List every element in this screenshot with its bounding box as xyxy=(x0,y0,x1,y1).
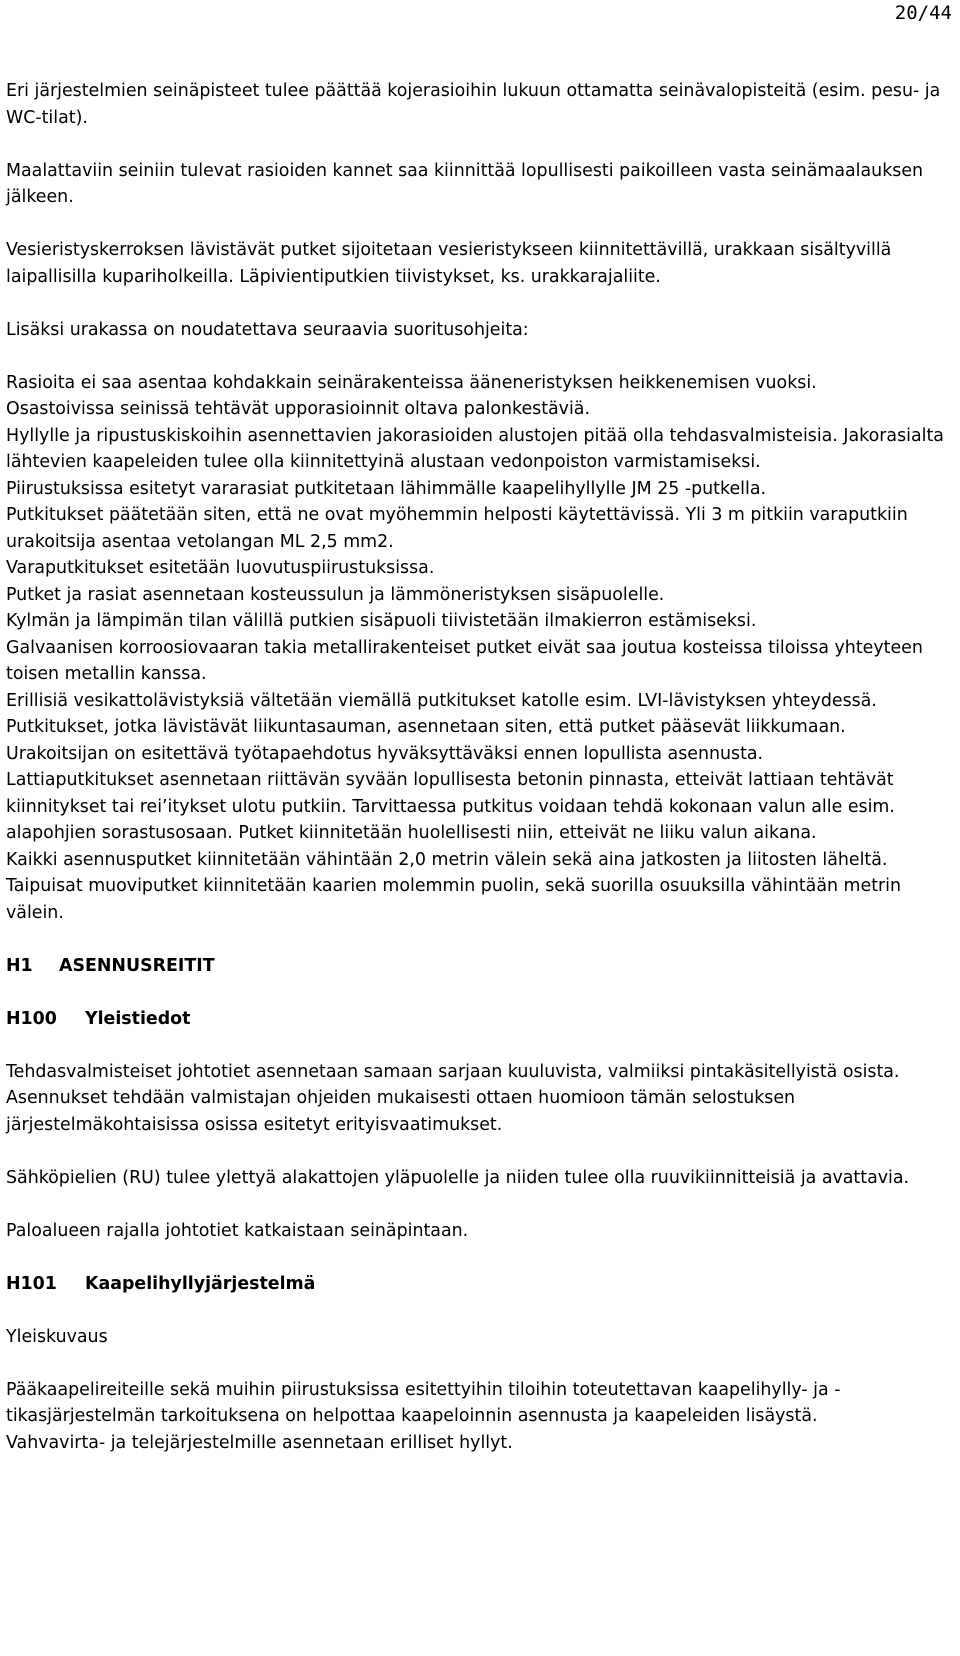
instruction-item: Erillisiä vesikattolävistyksiä vältetään viemällä putkitukset katolle esim. LVI-lävistyksen yhteydessä. xyxy=(6,690,877,711)
instruction-item: Putket ja rasiat asennetaan kosteussulun ja lämmöneristyksen sisäpuolelle. xyxy=(6,584,665,605)
paragraph: Sähköpielien (RU) tulee ylettyä alakattojen yläpuolelle ja niiden tulee olla ruuvikiinnitteisiä ja avattavia. xyxy=(6,1167,910,1188)
section-heading-h1 xyxy=(6,953,951,980)
instruction-item: Galvaanisen korroosiovaaran takia metallirakenteiset putket eivät saa joutua kosteissa tiloissa yhteyteen toisen metallin kanssa. xyxy=(6,637,923,684)
instruction-item: Varaputkitukset esitetään luovutuspiirustuksissa. xyxy=(6,558,435,578)
instruction-list xyxy=(6,370,951,927)
paragraph: Vahvavirta- ja telejärjestelmille asennetaan erilliset hyllyt. xyxy=(6,1432,513,1453)
section-code: H1 xyxy=(6,955,33,976)
paragraph: Eri järjestelmien seinäpisteet tulee päättää kojerasioihin lukuun ottamatta seinävalopisteitä (esim. pesu- ja WC-tilat). xyxy=(6,81,941,128)
instruction-item: Kylmän ja lämpimän tilan välillä putkien sisäpuoli tiivistetään ilmakierron estämiseksi. xyxy=(6,611,757,631)
section-code: H101 xyxy=(6,1273,57,1294)
instruction-item: Taipuisat muoviputket kiinnitetään kaarien molemmin puolin, sekä suorilla osuuksilla vähintään metrin välein. xyxy=(6,876,902,923)
instruction-item: Hyllylle ja ripustuskiskoihin asennettavien jakorasioiden alustojen pitää olla tehdasvalmisteisia. Jakorasialta lähtevien kaapeleiden tulee olla kiinnitettyinä alustaan vedonpoiston varmistamiseksi. xyxy=(6,425,944,472)
instruction-item: Putkitukset, jotka lävistävät liikuntasauman, asennetaan siten, että putket pääsevät liikkumaan. Urakoitsijan on esitettävä työtapaehdotus hyväksyttäväksi ennen lopullista asennusta. xyxy=(6,717,846,764)
section-code: H100 xyxy=(6,1008,57,1029)
instruction-item: Osastoivissa seinissä tehtävät upporasioinnit oltava palonkestäviä. xyxy=(6,399,590,419)
instruction-item: Piirustuksissa esitetyt vararasiat putkitetaan lähimmälle kaapelihyllylle JM 25 -putkella. xyxy=(6,478,766,499)
section-title: Yleistiedot xyxy=(85,1008,191,1029)
section-title: ASENNUSREITIT xyxy=(59,955,215,976)
instruction-item: Lattiaputkitukset asennetaan riittävän syvään lopullisesta betonin pinnasta, etteivät lattiaan tehtävät kiinnitykset tai rei’itykset ulotu putkiin. Tarvittaessa putkitus voidaan tehdä kokonaan valun alle esim. alapohjien sorastusosaan. Putket kiinnitetään huolellisesti niin, etteivät ne liiku valun aikana. xyxy=(6,770,895,843)
instruction-item: Kaikki asennusputket kiinnitetään vähintään 2,0 metrin välein sekä aina jatkosten ja liitosten läheltä. xyxy=(6,849,888,870)
paragraph: Paloalueen rajalla johtotiet katkaistaan seinäpintaan. xyxy=(6,1220,469,1241)
section-subtitle: Yleiskuvaus xyxy=(6,1326,108,1347)
section-heading-h101 xyxy=(6,1271,951,1298)
paragraph: Tehdasvalmisteiset johtotiet asennetaan samaan sarjaan kuuluvista, valmiiksi pintakäsitellyistä osista. Asennukset tehdään valmistajan ohjeiden mukaisesti ottaen huomioon tämän selostuksen järjestelmäkohtaisissa osissa esitetyt erityisvaatimukset. xyxy=(6,1061,900,1135)
instruction-item: Putkitukset päätetään siten, että ne ovat myöhemmin helposti käytettävissä. Yli 3 m pitkiin varaputkiin urakoitsija asentaa vetolangan ML 2,5 mm2. xyxy=(6,505,908,552)
instruction-item: Rasioita ei saa asentaa kohdakkain seinärakenteissa ääneneristyksen heikkenemisen vuoksi. xyxy=(6,372,817,393)
section-heading-h100 xyxy=(6,1006,951,1033)
paragraph: Maalattaviin seiniin tulevat rasioiden kannet saa kiinnittää lopullisesti paikoilleen vasta seinämaalauksen jälkeen. xyxy=(6,160,924,207)
paragraph: Lisäksi urakassa on noudatettava seuraavia suoritusohjeita: xyxy=(6,319,529,340)
document-body xyxy=(6,78,951,1456)
paragraph: Pääkaapelireiteille sekä muihin piirustuksissa esitettyihin tiloihin toteutettavan kaapelihylly- ja -tikasjärjestelmän tarkoituksena on helpottaa kaapeloinnin asennusta ja kaapeleiden lisäystä. xyxy=(6,1379,841,1426)
page-number: 20/44 xyxy=(894,2,952,24)
section-title: Kaapelihyllyjärjestelmä xyxy=(85,1273,316,1294)
paragraph: Vesieristyskerroksen lävistävät putket sijoitetaan vesieristykseen kiinnitettävillä, urakkaan sisältyvillä laipallisilla kupariholkeilla. Läpivientiputkien tiivistykset, ks. urakkarajaliite. xyxy=(6,240,892,287)
